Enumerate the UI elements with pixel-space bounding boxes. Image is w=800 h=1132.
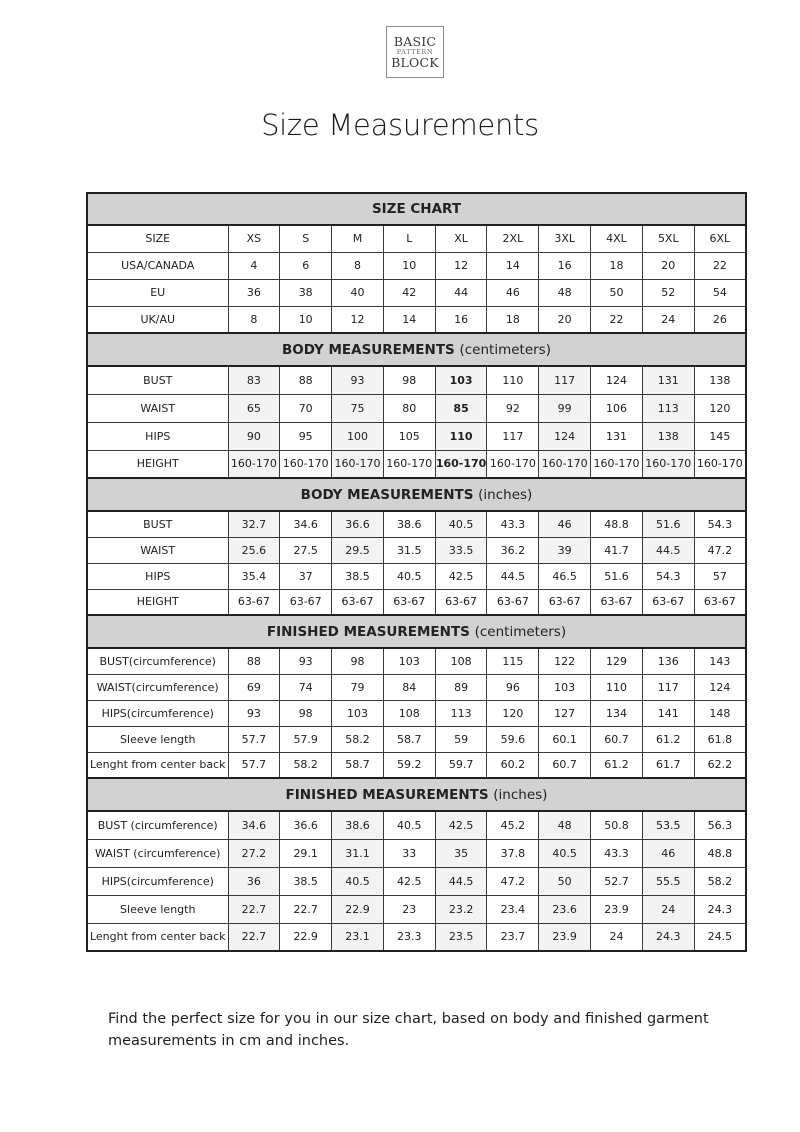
table-cell: 108: [383, 700, 435, 726]
table-cell: 26: [694, 306, 746, 333]
table-cell: 63-67: [228, 589, 280, 615]
table-cell: 24: [591, 923, 643, 951]
table-row: [87, 589, 746, 615]
table-cell: M: [332, 225, 384, 252]
table-cell: 127: [539, 700, 591, 726]
table-cell: 48: [539, 811, 591, 839]
table-cell: 54.3: [694, 511, 746, 537]
table-cell: 16: [435, 306, 487, 333]
table-cell: 23.2: [435, 895, 487, 923]
table-cell: 131: [642, 366, 694, 394]
logo-line-pattern: PATTERN: [396, 48, 434, 56]
table-cell: 62.2: [694, 752, 746, 778]
table-cell: 47.2: [694, 537, 746, 563]
table-cell: 27.5: [280, 537, 332, 563]
table-row: [87, 225, 746, 252]
table-cell: 52: [642, 279, 694, 306]
table-cell: 44: [435, 279, 487, 306]
table-row: [87, 537, 746, 563]
section-header-row: [87, 478, 746, 511]
table-cell: 96: [487, 674, 539, 700]
table-cell: 31.5: [383, 537, 435, 563]
table-cell: 160-170: [487, 450, 539, 478]
table-cell: 42: [383, 279, 435, 306]
table-cell: 27.2: [228, 839, 280, 867]
table-cell: 110: [591, 674, 643, 700]
table-cell: 115: [487, 648, 539, 674]
table-cell: 31.1: [332, 839, 384, 867]
table-cell: 14: [487, 252, 539, 279]
table-cell: 103: [383, 648, 435, 674]
table-cell: 44.5: [487, 563, 539, 589]
table-row: [87, 752, 746, 778]
table-cell: 100: [332, 422, 384, 450]
section-title: BODY MEASUREMENTS: [300, 486, 474, 503]
section-header: [87, 193, 746, 225]
row-label: Sleeve length: [87, 895, 228, 923]
table-row: [87, 252, 746, 279]
table-row: [87, 700, 746, 726]
table-cell: 36: [228, 279, 280, 306]
footer-note: Find the perfect size for you in our size chart, based on body and finished garment measurements in cm and inches.: [108, 1011, 709, 1049]
row-label: USA/CANADA: [87, 252, 228, 279]
table-cell: 14: [383, 306, 435, 333]
table-cell: 55.5: [642, 867, 694, 895]
table-cell: 22.9: [332, 895, 384, 923]
table-cell: 83: [228, 366, 280, 394]
table-cell: 41.7: [591, 537, 643, 563]
table-cell: 103: [332, 700, 384, 726]
table-cell: 58.2: [694, 867, 746, 895]
table-cell: 61.8: [694, 726, 746, 752]
table-cell: 70: [280, 394, 332, 422]
row-label: HIPS(circumference): [87, 867, 228, 895]
table-cell: 84: [383, 674, 435, 700]
table-cell: 44.5: [435, 867, 487, 895]
table-cell: 5XL: [642, 225, 694, 252]
logo-line-block: BLOCK: [391, 55, 439, 70]
table-cell: 48.8: [591, 511, 643, 537]
table-cell: 22.7: [280, 895, 332, 923]
table-cell: 12: [435, 252, 487, 279]
table-cell: 95: [280, 422, 332, 450]
table-cell: 89: [435, 674, 487, 700]
table-row: [87, 923, 746, 951]
page-title: Size Measurements: [261, 108, 539, 142]
table-cell: 106: [591, 394, 643, 422]
table-cell: 108: [435, 648, 487, 674]
row-label: BUST (circumference): [87, 811, 228, 839]
table-row: [87, 450, 746, 478]
table-cell: 63-67: [435, 589, 487, 615]
table-cell: 138: [642, 422, 694, 450]
table-cell: 63-67: [383, 589, 435, 615]
table-cell: 58.2: [280, 752, 332, 778]
row-label: SIZE: [87, 225, 228, 252]
section-header: [87, 778, 746, 811]
table-cell: 22.7: [228, 923, 280, 951]
table-cell: 58.7: [332, 752, 384, 778]
table-cell: XS: [228, 225, 280, 252]
table-cell: 23.9: [591, 895, 643, 923]
section-header: [87, 478, 746, 511]
row-label: HEIGHT: [87, 450, 228, 478]
table-cell: 40.5: [383, 563, 435, 589]
table-cell: 50: [539, 867, 591, 895]
table-cell: 46: [487, 279, 539, 306]
table-cell: 36.6: [280, 811, 332, 839]
table-cell: 129: [591, 648, 643, 674]
table-row: [87, 726, 746, 752]
table-cell: 38.6: [332, 811, 384, 839]
table-cell: 8: [332, 252, 384, 279]
table-cell: 113: [642, 394, 694, 422]
table-cell: 120: [487, 700, 539, 726]
row-label: Lenght from center back: [87, 923, 228, 951]
table-cell: 32.7: [228, 511, 280, 537]
row-label: BUST(circumference): [87, 648, 228, 674]
table-cell: 36.6: [332, 511, 384, 537]
table-cell: 131: [591, 422, 643, 450]
table-cell: 93: [332, 366, 384, 394]
table-cell: 24.3: [642, 923, 694, 951]
table-cell: 16: [539, 252, 591, 279]
table-cell: 63-67: [694, 589, 746, 615]
table-cell: 47.2: [487, 867, 539, 895]
table-cell: 98: [383, 366, 435, 394]
table-row: [87, 895, 746, 923]
size-chart-body: [87, 193, 746, 951]
table-row: [87, 648, 746, 674]
section-header-row: [87, 778, 746, 811]
table-cell: 59.7: [435, 752, 487, 778]
section-title: FINISHED MEASUREMENTS: [285, 786, 489, 803]
table-cell: 40: [332, 279, 384, 306]
table-cell: 46: [642, 839, 694, 867]
row-label: UK/AU: [87, 306, 228, 333]
table-cell: 61.7: [642, 752, 694, 778]
table-cell: 136: [642, 648, 694, 674]
table-cell: 160-170: [591, 450, 643, 478]
table-cell: 113: [435, 700, 487, 726]
table-cell: 4XL: [591, 225, 643, 252]
row-label: Lenght from center back: [87, 752, 228, 778]
table-cell: 60.2: [487, 752, 539, 778]
table-cell: 92: [487, 394, 539, 422]
table-cell: 22: [694, 252, 746, 279]
table-cell: 117: [487, 422, 539, 450]
table-cell: 24.5: [694, 923, 746, 951]
table-cell: 40.5: [383, 811, 435, 839]
table-cell: 4: [228, 252, 280, 279]
table-cell: 50: [591, 279, 643, 306]
table-cell: 98: [332, 648, 384, 674]
table-cell: 59: [435, 726, 487, 752]
table-cell: 33: [383, 839, 435, 867]
table-cell: 43.3: [591, 839, 643, 867]
table-cell: 35: [435, 839, 487, 867]
table-row: [87, 563, 746, 589]
table-cell: 57: [694, 563, 746, 589]
section-header-row: [87, 193, 746, 225]
table-cell: 54: [694, 279, 746, 306]
table-cell: 79: [332, 674, 384, 700]
table-row: [87, 511, 746, 537]
table-cell: 36: [228, 867, 280, 895]
table-cell: 6XL: [694, 225, 746, 252]
table-cell: 2XL: [487, 225, 539, 252]
table-cell: 23.4: [487, 895, 539, 923]
table-cell: 110: [487, 366, 539, 394]
row-label: BUST: [87, 366, 228, 394]
table-cell: 88: [280, 366, 332, 394]
section-unit: (centimeters): [459, 341, 551, 358]
table-cell: 138: [694, 366, 746, 394]
table-cell: 38.5: [332, 563, 384, 589]
table-cell: 63-67: [280, 589, 332, 615]
table-cell: 24: [642, 306, 694, 333]
table-cell: 46.5: [539, 563, 591, 589]
table-cell: 45.2: [487, 811, 539, 839]
table-cell: 22.7: [228, 895, 280, 923]
row-label: HIPS(circumference): [87, 700, 228, 726]
table-cell: 3XL: [539, 225, 591, 252]
table-cell: 54.3: [642, 563, 694, 589]
table-cell: L: [383, 225, 435, 252]
table-cell: 74: [280, 674, 332, 700]
table-cell: 18: [591, 252, 643, 279]
table-cell: 40.5: [435, 511, 487, 537]
table-cell: 56.3: [694, 811, 746, 839]
table-cell: 63-67: [539, 589, 591, 615]
section-title: FINISHED MEASUREMENTS: [266, 623, 470, 640]
table-cell: 42.5: [383, 867, 435, 895]
table-cell: 33.5: [435, 537, 487, 563]
table-cell: 10: [280, 306, 332, 333]
table-cell: 48.8: [694, 839, 746, 867]
table-cell: 12: [332, 306, 384, 333]
table-cell: 23.5: [435, 923, 487, 951]
section-unit: (centimeters): [474, 623, 567, 640]
table-cell: 20: [539, 306, 591, 333]
table-row: [87, 394, 746, 422]
table-cell: 75: [332, 394, 384, 422]
table-cell: 40.5: [332, 867, 384, 895]
table-cell: 23.3: [383, 923, 435, 951]
table-cell: 40.5: [539, 839, 591, 867]
section-title: SIZE CHART: [371, 201, 462, 217]
table-cell: 65: [228, 394, 280, 422]
table-cell: 52.7: [591, 867, 643, 895]
table-cell: 148: [694, 700, 746, 726]
table-cell: 20: [642, 252, 694, 279]
table-cell: 29.1: [280, 839, 332, 867]
table-cell: 63-67: [591, 589, 643, 615]
table-cell: 141: [642, 700, 694, 726]
table-cell: 160-170: [228, 450, 280, 478]
section-header: [87, 615, 746, 648]
table-cell: 93: [280, 648, 332, 674]
table-cell: 53.5: [642, 811, 694, 839]
table-cell: 42.5: [435, 811, 487, 839]
section-header: [87, 333, 746, 366]
table-cell: 124: [591, 366, 643, 394]
table-cell: 22: [591, 306, 643, 333]
table-cell: 120: [694, 394, 746, 422]
brand-logo: [386, 26, 444, 78]
table-cell: 143: [694, 648, 746, 674]
table-cell: 103: [435, 366, 487, 394]
table-cell: 44.5: [642, 537, 694, 563]
table-row: [87, 674, 746, 700]
table-cell: 36.2: [487, 537, 539, 563]
table-cell: S: [280, 225, 332, 252]
table-cell: 42.5: [435, 563, 487, 589]
table-cell: 63-67: [487, 589, 539, 615]
table-cell: 43.3: [487, 511, 539, 537]
table-cell: 145: [694, 422, 746, 450]
table-cell: 38.5: [280, 867, 332, 895]
table-cell: 90: [228, 422, 280, 450]
table-cell: XL: [435, 225, 487, 252]
table-cell: 29.5: [332, 537, 384, 563]
table-cell: 160-170: [539, 450, 591, 478]
section-unit: (inches): [478, 486, 533, 503]
table-cell: 61.2: [591, 752, 643, 778]
table-cell: 122: [539, 648, 591, 674]
table-row: [87, 839, 746, 867]
row-label: WAIST: [87, 394, 228, 422]
table-cell: 57.7: [228, 726, 280, 752]
table-cell: 93: [228, 700, 280, 726]
table-row: [87, 366, 746, 394]
table-cell: 69: [228, 674, 280, 700]
table-cell: 23: [383, 895, 435, 923]
table-cell: 24: [642, 895, 694, 923]
table-cell: 25.6: [228, 537, 280, 563]
table-cell: 60.7: [591, 726, 643, 752]
table-cell: 160-170: [332, 450, 384, 478]
table-cell: 23.7: [487, 923, 539, 951]
table-cell: 160-170: [435, 450, 487, 478]
table-cell: 124: [694, 674, 746, 700]
table-cell: 23.1: [332, 923, 384, 951]
table-cell: 103: [539, 674, 591, 700]
table-cell: 38: [280, 279, 332, 306]
table-cell: 39: [539, 537, 591, 563]
table-cell: 99: [539, 394, 591, 422]
table-cell: 57.7: [228, 752, 280, 778]
table-cell: 160-170: [694, 450, 746, 478]
table-cell: 160-170: [383, 450, 435, 478]
table-cell: 23.9: [539, 923, 591, 951]
row-label: HEIGHT: [87, 589, 228, 615]
table-row: [87, 306, 746, 333]
table-cell: 38.6: [383, 511, 435, 537]
row-label: Sleeve length: [87, 726, 228, 752]
table-cell: 80: [383, 394, 435, 422]
row-label: WAIST: [87, 537, 228, 563]
table-cell: 23.6: [539, 895, 591, 923]
table-cell: 34.6: [228, 811, 280, 839]
table-cell: 10: [383, 252, 435, 279]
table-cell: 60.7: [539, 752, 591, 778]
table-cell: 124: [539, 422, 591, 450]
table-cell: 18: [487, 306, 539, 333]
table-cell: 105: [383, 422, 435, 450]
table-cell: 51.6: [591, 563, 643, 589]
row-label: HIPS: [87, 422, 228, 450]
table-cell: 37: [280, 563, 332, 589]
table-cell: 58.2: [332, 726, 384, 752]
table-cell: 85: [435, 394, 487, 422]
row-label: EU: [87, 279, 228, 306]
row-label: WAIST(circumference): [87, 674, 228, 700]
table-cell: 63-67: [332, 589, 384, 615]
table-cell: 59.6: [487, 726, 539, 752]
table-cell: 35.4: [228, 563, 280, 589]
table-cell: 117: [642, 674, 694, 700]
table-cell: 51.6: [642, 511, 694, 537]
section-title: BODY MEASUREMENTS: [282, 341, 455, 358]
table-cell: 37.8: [487, 839, 539, 867]
table-cell: 134: [591, 700, 643, 726]
table-cell: 59.2: [383, 752, 435, 778]
section-unit: (inches): [493, 786, 548, 803]
table-row: [87, 867, 746, 895]
table-cell: 50.8: [591, 811, 643, 839]
table-cell: 22.9: [280, 923, 332, 951]
table-cell: 160-170: [280, 450, 332, 478]
section-header-row: [87, 333, 746, 366]
table-cell: 24.3: [694, 895, 746, 923]
table-cell: 98: [280, 700, 332, 726]
table-cell: 61.2: [642, 726, 694, 752]
section-header-row: [87, 615, 746, 648]
table-cell: 57.9: [280, 726, 332, 752]
table-cell: 60.1: [539, 726, 591, 752]
table-cell: 46: [539, 511, 591, 537]
table-cell: 6: [280, 252, 332, 279]
table-row: [87, 422, 746, 450]
size-chart-table: [86, 192, 747, 952]
row-label: BUST: [87, 511, 228, 537]
table-cell: 117: [539, 366, 591, 394]
table-cell: 110: [435, 422, 487, 450]
table-cell: 34.6: [280, 511, 332, 537]
table-cell: 48: [539, 279, 591, 306]
table-row: [87, 811, 746, 839]
logo-line-basic: BASIC: [393, 34, 437, 49]
row-label: HIPS: [87, 563, 228, 589]
table-row: [87, 279, 746, 306]
table-cell: 63-67: [642, 589, 694, 615]
table-cell: 58.7: [383, 726, 435, 752]
table-cell: 8: [228, 306, 280, 333]
table-cell: 88: [228, 648, 280, 674]
table-cell: 160-170: [642, 450, 694, 478]
row-label: WAIST (circumference): [87, 839, 228, 867]
